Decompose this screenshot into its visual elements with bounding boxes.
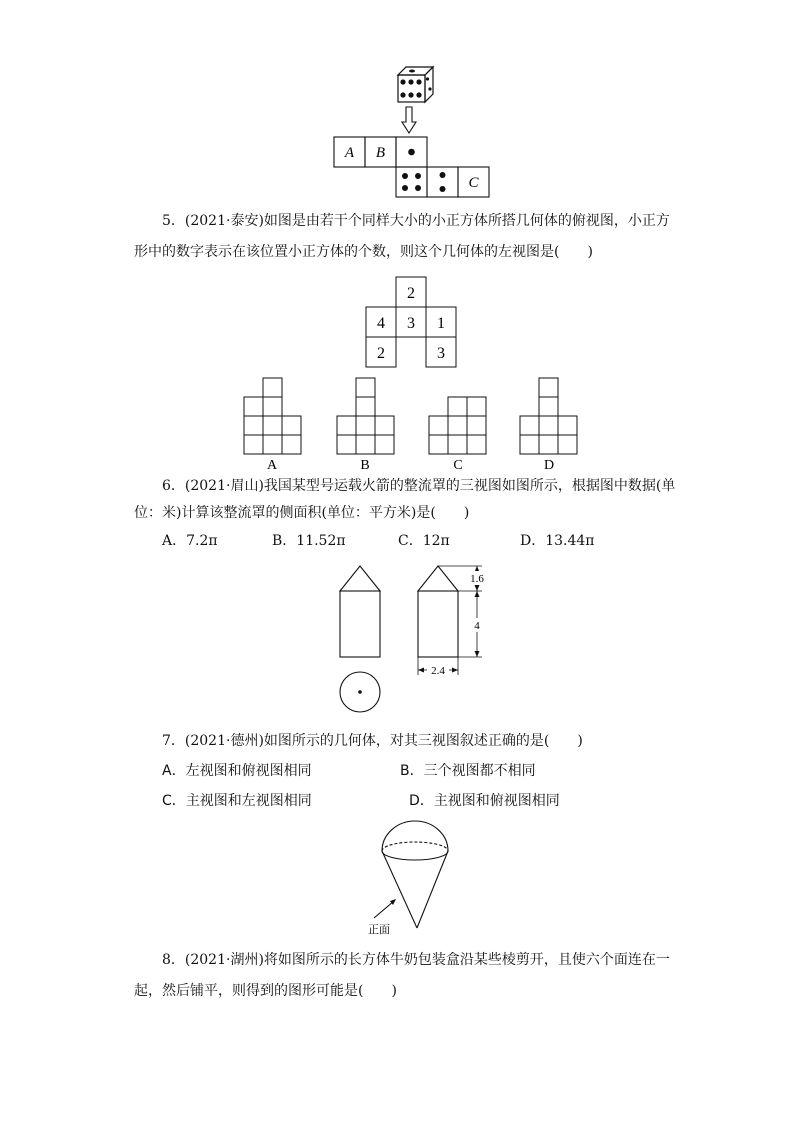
q6-option-d: D．13.44π <box>520 533 595 549</box>
q5-option-label: B <box>360 458 370 473</box>
q5-option-label: A <box>266 458 278 473</box>
q6-line1: 6．(2021·眉山)我国某型号运载火箭的整流罩的三视图如图所示，根据图中数据(单 <box>162 478 676 494</box>
q8-line2: 起，然后铺平，则得到的图形可能是( ) <box>134 983 397 999</box>
q6-side-view <box>418 566 458 657</box>
q6-line2: 位：米)计算该整流罩的侧面积(单位：平方米)是( ) <box>134 505 470 521</box>
q5-option-d-view <box>520 378 577 454</box>
q5-options-figure <box>230 372 590 476</box>
grid-number: 3 <box>437 345 445 362</box>
q5-top-view-grid <box>360 272 460 372</box>
grid-number: 4 <box>377 315 385 332</box>
q5-line2: 形中的数字表示在该位置小正方体的个数，则这个几何体的左视图是( ) <box>134 244 593 260</box>
q7-line1: 7．(2021·德州)如图所示的几何体，对其三视图叙述正确的是( ) <box>162 733 583 749</box>
q8-line1: 8．(2021·湖州)将如图所示的长方体牛奶包装盒沿某些棱剪开，且使六个面连在一 <box>162 952 670 968</box>
q6-front-view <box>340 566 380 657</box>
q5-option-b-view <box>337 378 394 454</box>
q6-three-views-figure <box>320 556 520 722</box>
q6-dim-bottom: 2.4 <box>431 665 445 677</box>
net-label-c: C <box>468 175 479 191</box>
q7-front-label: 正面 <box>368 923 390 936</box>
q6-option-a: A．7.2π <box>162 533 218 549</box>
grid-number: 3 <box>407 315 415 332</box>
net-label-b: B <box>375 145 386 161</box>
q6-option-b: B．11.52π <box>272 533 346 549</box>
down-arrow-icon <box>402 107 416 133</box>
q5-line1: 5．(2021·泰安)如图是由若干个同样大小的小正方体所搭几何体的俯视图，小正方 <box>162 213 670 229</box>
grid-number: 1 <box>437 315 445 332</box>
die-net-figure <box>320 60 500 200</box>
q6-dim-side: 4 <box>474 620 480 632</box>
q5-option-label: D <box>543 458 555 473</box>
q5-option-label: C <box>453 458 463 473</box>
q7-option-c: C．主视图和左视图相同 <box>162 793 312 809</box>
q7-option-d: D．主视图和俯视图相同 <box>409 793 560 809</box>
grid-number: 2 <box>407 285 415 302</box>
q6-dim-top: 1.6 <box>470 573 484 585</box>
q6-option-c: C．12π <box>398 533 450 549</box>
q7-solid-figure <box>360 820 470 942</box>
grid-number: 2 <box>377 345 385 362</box>
q5-option-c-view <box>429 397 486 454</box>
q7-option-a: A．左视图和俯视图相同 <box>162 763 312 779</box>
q7-option-b: B．三个视图都不相同 <box>400 763 536 779</box>
q5-option-a-view <box>244 378 301 454</box>
net-label-a: A <box>344 145 355 161</box>
